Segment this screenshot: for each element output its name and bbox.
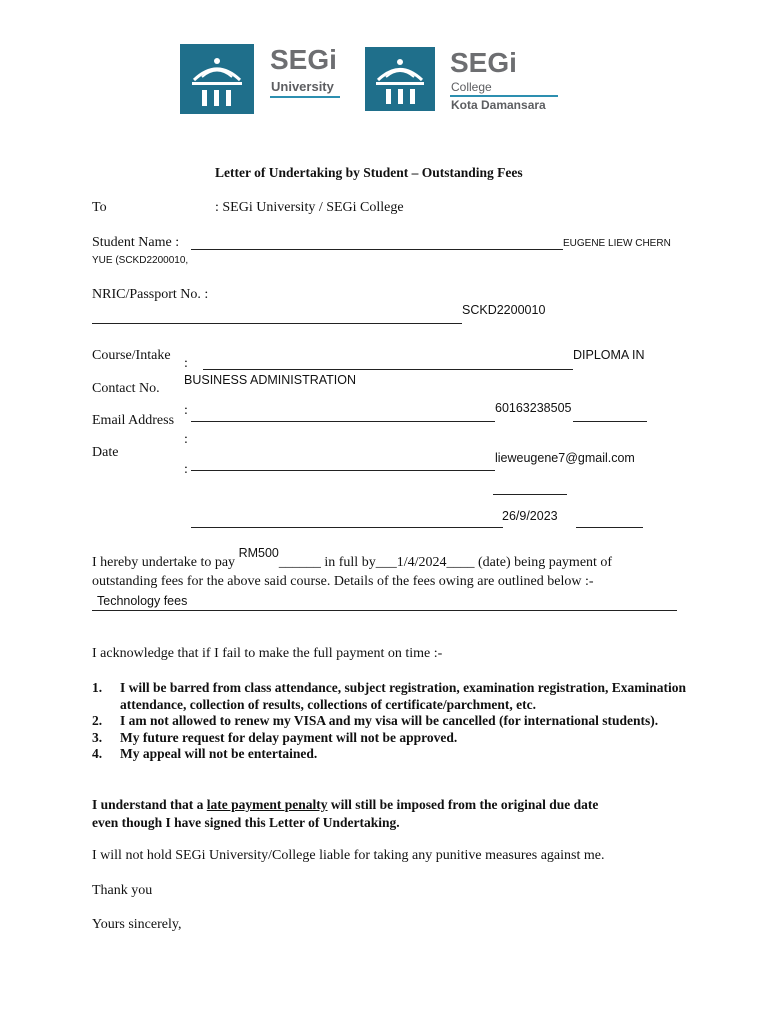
student-name-value-cont: YUE (SCKD2200010,: [92, 255, 189, 266]
logo-emblem: [365, 47, 435, 111]
email-label: Email Address: [92, 413, 175, 428]
date-line-end: [576, 527, 643, 528]
logo-subtitle: University: [271, 79, 334, 94]
student-name-label: Student Name :: [92, 235, 180, 250]
acknowledge-text: I acknowledge that if I fail to make the full payment on time :-: [92, 646, 443, 661]
penalty-line: [92, 797, 598, 813]
penalty-line-2: even though I have signed this Letter of Undertaking.: [92, 815, 400, 830]
email-line: [191, 470, 495, 471]
to-value: : SEGi University / SEGi College: [215, 200, 404, 215]
list-item: [92, 746, 692, 763]
course-label: Course/Intake: [92, 348, 171, 363]
logo-brand: SEGi: [450, 47, 517, 78]
student-name-line: [191, 249, 563, 250]
list-item: [92, 730, 692, 747]
date-label: Date: [92, 445, 119, 460]
date-colon: :: [184, 462, 188, 477]
contact-colon: :: [184, 403, 188, 418]
nric-label: NRIC/Passport No. :: [92, 287, 209, 302]
list-text: My appeal will not be entertained.: [120, 746, 318, 761]
penalty-underlined: late payment penalty: [206, 797, 328, 812]
logo-rule: [270, 96, 340, 98]
penalty-post: will still be imposed from the original due date: [327, 797, 599, 812]
list-item: [92, 713, 692, 730]
email-line-end: [493, 494, 567, 495]
email-value: lieweugene7@gmail.com: [495, 451, 635, 465]
logo-brand: SEGi: [270, 44, 337, 75]
course-colon: :: [184, 356, 188, 371]
nric-value: SCKD2200010: [462, 303, 546, 317]
list-text: My future request for delay payment will not be approved.: [120, 729, 458, 745]
undertake-prefix: I hereby undertake to pay: [92, 555, 236, 570]
contact-label: Contact No.: [92, 381, 160, 396]
logo-rule: [450, 95, 558, 97]
to-label: To: [92, 200, 107, 215]
list-number: 1.: [92, 680, 103, 695]
thanks-text: Thank you: [92, 883, 153, 898]
list-text: I will be barred from class attendance, subject registration, examination registration, Examination attendance, collection of results, collections of certificate/parchment, etc.: [120, 680, 686, 712]
liability-text: I will not hold SEGi University/College liable for taking any punitive measures against me.: [92, 848, 605, 863]
columns-dome-icon: [180, 44, 254, 114]
fee-details: Technology fees: [97, 594, 188, 608]
consequences-list: [92, 680, 692, 763]
logo-campus: Kota Damansara: [451, 98, 546, 112]
list-number: 3.: [92, 729, 103, 745]
course-value-cont: BUSINESS ADMINISTRATION: [184, 373, 357, 387]
list-number: 2.: [92, 713, 103, 728]
undertake-mid: ______ in full by___1/4/2024____ (date) being payment of: [278, 555, 613, 570]
contact-line-end: [573, 421, 647, 422]
student-name-value: EUGENE LIEW CHERN: [563, 238, 671, 249]
course-line: [203, 369, 573, 370]
page-title: Letter of Undertaking by Student – Outstanding Fees: [215, 165, 523, 180]
penalty-pre: I understand that a: [92, 797, 207, 812]
contact-line: [191, 421, 495, 422]
date-line: [191, 527, 503, 528]
logo-emblem: [180, 44, 254, 114]
list-number: 4.: [92, 746, 103, 761]
fee-details-line: [92, 610, 677, 611]
email-colon: :: [184, 432, 188, 447]
list-text: I am not allowed to renew my VISA and my visa will be cancelled (for international students).: [120, 713, 659, 728]
date-value: 26/9/2023: [502, 509, 558, 523]
closing-text: Yours sincerely,: [92, 917, 182, 932]
list-item: [92, 680, 692, 713]
undertake-line: [92, 546, 613, 571]
undertake-amount: RM500: [238, 546, 279, 560]
contact-value: 60163238505: [495, 401, 572, 415]
logo-subtitle: College: [451, 80, 492, 94]
undertake-line-2: outstanding fees for the above said course. Details of the fees owing are outlined below :-: [92, 574, 594, 589]
nric-line: [92, 323, 462, 324]
columns-dome-icon: [365, 47, 435, 111]
course-value: DIPLOMA IN: [573, 348, 645, 362]
